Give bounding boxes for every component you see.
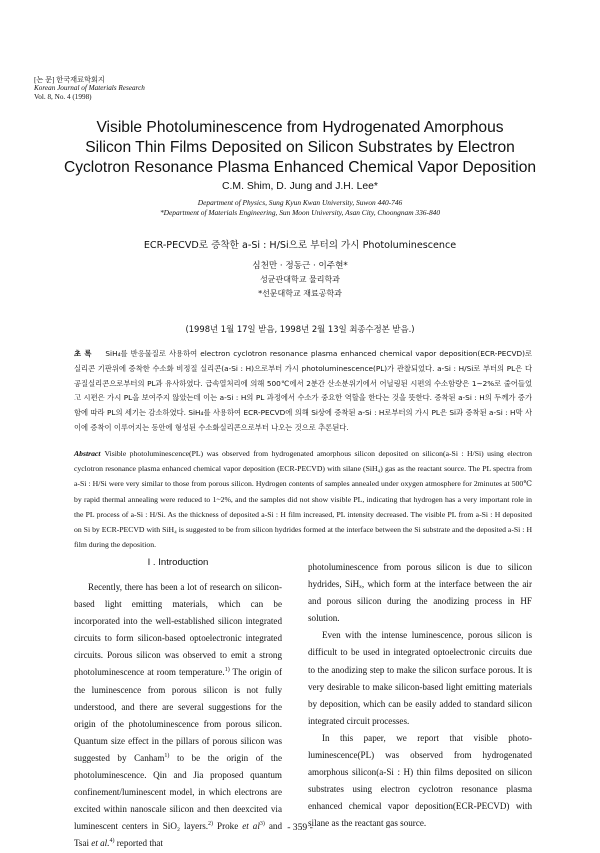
intro-paragraph-3: In this paper, we report that visible photo-luminescence(PL) was observed from hydrogenated amorphous silicon(a-Si : H) thin films deposited on silicon substrates using electron cyclotron resonance plasma enhanced chemical vapor deposition(ECR-PECVD) with silane as the reactant gas source. — [308, 732, 532, 829]
section-heading: I . Introduction — [147, 557, 209, 568]
title-line: Visible Photoluminescence from Hydrogenated Amorphous — [96, 119, 504, 136]
abstract-text: Visible photoluminescence(PL) was observed from hydrogenated amorphous silicon deposited on silicon(a-Si : H/Si) using electron cyclotron resonance plasma enhanced chemical vapor deposition (ECR-PECVD) with silane (SiH₄) gas as the reactant source. The PL spectra from a-Si : H/Si were very similar to those from porous silicon. Hydrogen contents of samples annealed under oxygen atmosphere for 2minutes at 500℃ by rapid thermal annealing were reduced to 1~2%, and the samples did not show visible PL, indicating that hydrogen has a very important role in the PL process of a-Si : H/Si. As the thickness of deposited a-Si : H film increased, PL intensity decreased. The visible PL from a-Si : H deposited on Si by ECR-PECVD with SiH₄ is suggested to be from silicon hydrides formed at the interface between the Si substrate and the deposited a-Si : H film during the deposition. — [74, 449, 532, 550]
intro-paragraph-2: Even with the intense luminescence, porous silicon is difficult to be used in integrated optoelectronic circuits due to the anodizing step to make the silicon surface porous. It is very desirable to make silicon-based light emitting materials by deposition, which can be easily added to standard silicon integrated circuit processes. — [308, 630, 532, 726]
affiliation-2: *Department of Materials Engineering, Sun Moon University, Asan City, Choongnam 336-840 — [159, 208, 441, 217]
authors: C.M. Shim, D. Jung and J.H. Lee* — [222, 181, 378, 192]
paper-title — [40, 118, 560, 178]
korean-abstract — [74, 347, 532, 436]
korean-authors: 심천만 · 정동근 · 이주현* — [252, 261, 348, 271]
intro-paragraph-1-cont: photoluminescence from porous silicon is due to silicon hydrides, SiHₓ, which form at the interface between the air and porous silicon during the anodizing process in HF solution. — [308, 562, 532, 624]
journal-volume: Vol. 8, No. 4 (1998) — [34, 92, 92, 101]
affiliation-1: Department of Physics, Sung Kyun Kwan University, Suwon 440-746 — [197, 198, 403, 207]
left-column — [74, 579, 282, 853]
title-line: Silicon Thin Films Deposited on Silicon Substrates by Electron — [85, 139, 515, 156]
korean-affiliation-2: *선문대학교 재료공학과 — [258, 289, 342, 298]
right-column — [308, 559, 532, 833]
korean-affiliation-1: 성균관대학교 물리학과 — [260, 275, 340, 284]
korean-title: ECR-PECVD로 증착한 a-Si : H/Si으로 부터의 가시 Photoluminescence — [143, 240, 457, 251]
received-date: (1998년 1월 17일 받음, 1998년 2월 13일 최종수정본 받음.) — [185, 324, 415, 334]
title-line: Cyclotron Resonance Plasma Enhanced Chemical Vapor Deposition — [63, 159, 537, 176]
korean-abstract-label: 초 록 — [74, 349, 92, 358]
korean-abstract-text: SiH₄를 반응물질로 사용하여 electron cyclotron resonance plasma enhanced chemical vapor deposition(ECR-PECVD)로 실리콘 기판위에 증착한 수소화 비정질 실리콘(a-Si : H)으로부터 가시 photoluminescence(PL)가 관찰되었다. a-Si : H/Si로 부터의 PL은 다공질실리콘으로부터의 PL과 유사하였다. 급속열처리에 의해 500℃에서 2분간 산소분위기에서 어닐링된 시편의 수소함량은 1~2%로 줄어들었고 시편은 가시 PL을 보여주지 않았는데 이는 a-Si : H의 PL 과정에서 수소가 중요한 역할을 한다는 것을 뜻한다. 증착된 a-Si : H의 두께가 증가함에 따라 PL의 세기는 감소하였다. SiH₄를 사용하여 ECR-PECVD에 의해 Si상에 증착된 a-Si : H로부터의 가시 PL은 Si과 증착된 a-Si : H막 사이에 증착이 이루어지는 동안에 형성된 수소화실리콘으로부터 나오는 것으로 추론된다. — [74, 349, 532, 432]
intro-paragraph-1: Recently, there has been a lot of research on silicon-based light emitting materials, which can be incorporated into the well-established silicon integrated circuits to form silicon-based optoelectronic integrated circuits. Porous silicon was observed to emit a strong photoluminescence at room temperature.$^{1)}$ The origin of the luminescence from porous silicon is not fully understood, and there are several suggestions for the origin of the photoluminescence from porous silicon. Quantum size effect in the pillars of porous silicon was suggested by Canham$^{1)}$ to be the origin of the photoluminescence. Qin and Jia proposed quantum confinement/luminescent model, in which electrons are excited within nanoscale silicon and then deexcited via luminescent centers in SiO₂ layers.$^{2)}$ Proke et $al^{3)}$ and Tsai et al.$^{4)}$ reported that — [74, 582, 283, 849]
journal-name-english: Korean Journal of Materials Research — [34, 84, 145, 93]
abstract-label: Abstract — [74, 449, 101, 458]
journal-name-korean: [논 문] 한국재료학회지 — [34, 76, 105, 84]
english-abstract — [74, 446, 532, 552]
page-number: - 359 - — [287, 822, 313, 833]
journal-header — [34, 76, 145, 101]
